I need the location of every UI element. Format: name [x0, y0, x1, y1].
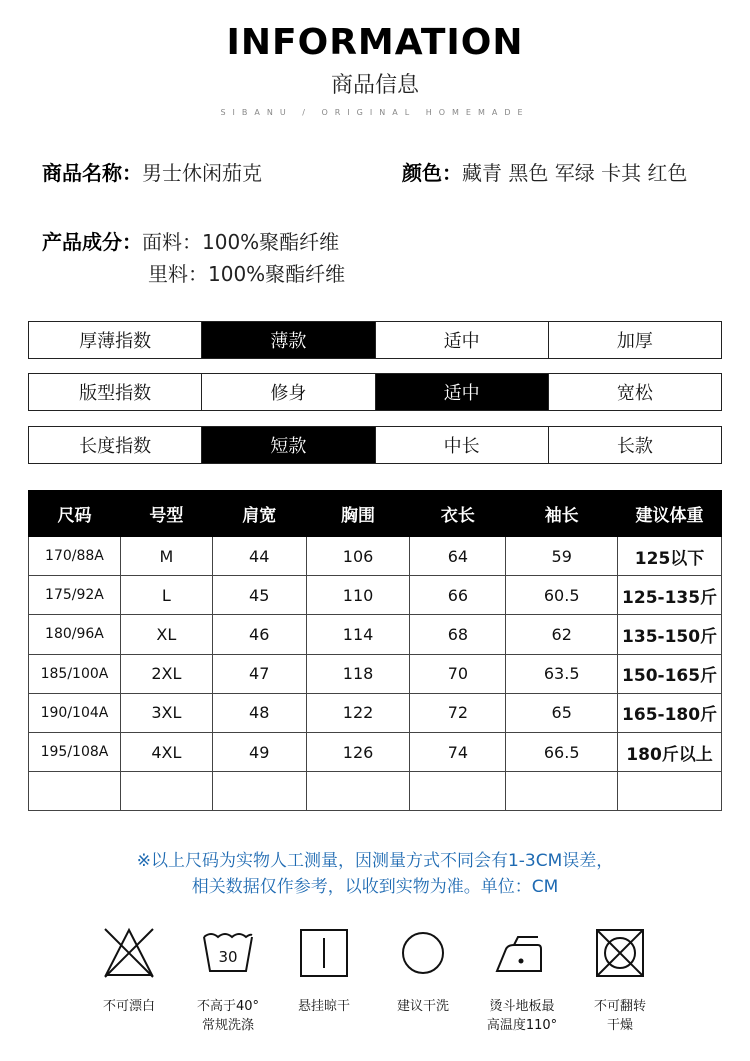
page-subtitle: 商品信息 — [330, 73, 419, 98]
table-cell: 125-135斤 — [618, 576, 722, 615]
table-cell: XL — [120, 615, 212, 654]
table-cell: L — [120, 576, 212, 615]
size-table-body — [29, 537, 722, 811]
care-label-no-bleach: 不可漂白 — [102, 999, 155, 1014]
table-row — [29, 537, 722, 576]
index-option: 修身 — [201, 374, 374, 410]
page-title: INFORMATION — [226, 22, 524, 63]
care-dry-clean — [373, 925, 473, 1016]
note-line-1: ※以上尺码为实物人工测量，因测量方式不同会有1-3CM误差， — [136, 851, 614, 871]
care-line-dry — [274, 925, 374, 1016]
table-cell: 45 — [212, 576, 306, 615]
index-row — [28, 321, 722, 359]
table-cell: 46 — [212, 615, 306, 654]
table-cell — [212, 772, 306, 811]
care-label-dry-clean: 建议干洗 — [396, 999, 449, 1014]
table-cell: 180斤以上 — [618, 732, 722, 771]
table-row — [29, 693, 722, 732]
table-cell: 63.5 — [506, 654, 618, 693]
table-row — [29, 732, 722, 771]
table-cell: 68 — [410, 615, 506, 654]
product-name-label: 商品名称： — [42, 161, 142, 185]
table-cell: 110 — [306, 576, 410, 615]
wash-30-icon — [200, 925, 256, 981]
index-option: 长款 — [548, 427, 721, 463]
table-cell: 70 — [410, 654, 506, 693]
no-bleach-icon — [101, 925, 157, 981]
size-table — [28, 490, 722, 811]
table-cell: 170/88A — [29, 537, 121, 576]
index-option: 宽松 — [548, 374, 721, 410]
table-cell: 59 — [506, 537, 618, 576]
size-table-header — [29, 491, 722, 537]
table-cell — [410, 772, 506, 811]
table-cell: 49 — [212, 732, 306, 771]
table-cell: 48 — [212, 693, 306, 732]
column-header: 尺码 — [29, 491, 121, 537]
color-value: 藏青 黑色 军绿 卡其 红色 — [462, 161, 688, 185]
table-cell: 66.5 — [506, 732, 618, 771]
table-row — [29, 654, 722, 693]
table-cell — [306, 772, 410, 811]
table-cell: 3XL — [120, 693, 212, 732]
table-cell: 165-180斤 — [618, 693, 722, 732]
column-header: 建议体重 — [618, 491, 722, 537]
brand-tagline: SIBANU / ORIGINAL HOMEMADE — [220, 108, 530, 117]
index-option: 中长 — [375, 427, 548, 463]
table-cell: 65 — [506, 693, 618, 732]
table-cell: 195/108A — [29, 732, 121, 771]
table-cell: 126 — [306, 732, 410, 771]
wash-temp: 30 — [218, 948, 238, 966]
dry-clean-icon — [395, 925, 451, 981]
table-cell: 44 — [212, 537, 306, 576]
care-label-iron: 烫斗地板最 高温度110° — [486, 999, 558, 1033]
care-label-wash: 不高于40° 常规洗涤 — [196, 999, 260, 1033]
care-label-line-dry: 悬挂晾干 — [297, 999, 350, 1014]
care-no-bleach — [79, 925, 179, 1016]
table-cell: 2XL — [120, 654, 212, 693]
lining-value: 100%聚酯纤维 — [208, 262, 346, 286]
table-cell: 125以下 — [618, 537, 722, 576]
color-label: 颜色： — [402, 161, 462, 185]
table-cell: 106 — [306, 537, 410, 576]
table-cell — [618, 772, 722, 811]
table-cell: 72 — [410, 693, 506, 732]
lining-label: 里料： — [148, 262, 208, 286]
no-tumble-dry-icon — [592, 925, 648, 981]
table-cell: 60.5 — [506, 576, 618, 615]
index-label: 版型指数 — [29, 374, 201, 410]
material-line — [42, 226, 339, 255]
index-row — [28, 373, 722, 411]
table-cell: 190/104A — [29, 693, 121, 732]
material-label: 产品成分： — [42, 230, 142, 254]
index-option: 加厚 — [548, 322, 721, 358]
iron-icon — [494, 925, 550, 981]
lining-line — [148, 258, 345, 287]
table-cell — [120, 772, 212, 811]
index-option: 薄款 — [201, 322, 374, 358]
outer-label: 面料： — [142, 230, 202, 254]
column-header: 衣长 — [410, 491, 506, 537]
table-cell: 135-150斤 — [618, 615, 722, 654]
column-header: 胸围 — [306, 491, 410, 537]
table-row — [29, 615, 722, 654]
table-cell: 74 — [410, 732, 506, 771]
table-cell: 66 — [410, 576, 506, 615]
note-line-2: 相关数据仅作参考，以收到实物为准。单位：CM — [191, 877, 559, 897]
care-iron — [472, 925, 572, 1035]
table-cell: 180/96A — [29, 615, 121, 654]
line-dry-icon — [296, 925, 352, 981]
table-cell: 62 — [506, 615, 618, 654]
table-cell: 150-165斤 — [618, 654, 722, 693]
care-label-no-tumble: 不可翻转 干燥 — [593, 999, 646, 1033]
index-option: 适中 — [375, 322, 548, 358]
table-row — [29, 576, 722, 615]
column-header: 号型 — [120, 491, 212, 537]
index-label: 厚薄指数 — [29, 322, 201, 358]
care-wash — [178, 925, 278, 1035]
table-cell: 4XL — [120, 732, 212, 771]
column-header: 袖长 — [506, 491, 618, 537]
care-no-tumble — [570, 925, 670, 1035]
table-cell: 175/92A — [29, 576, 121, 615]
table-cell — [29, 772, 121, 811]
index-label: 长度指数 — [29, 427, 201, 463]
table-cell: 185/100A — [29, 654, 121, 693]
outer-value: 100%聚酯纤维 — [202, 230, 340, 254]
column-header: 肩宽 — [212, 491, 306, 537]
table-cell — [506, 772, 618, 811]
index-option: 适中 — [375, 374, 548, 410]
color-line — [402, 157, 687, 186]
product-name-line — [42, 157, 262, 186]
table-cell: 122 — [306, 693, 410, 732]
table-cell: 47 — [212, 654, 306, 693]
index-option: 短款 — [201, 427, 374, 463]
table-cell: M — [120, 537, 212, 576]
product-name-value: 男士休闲茄克 — [142, 161, 262, 185]
index-row — [28, 426, 722, 464]
table-row — [29, 772, 722, 811]
table-cell: 118 — [306, 654, 410, 693]
table-cell: 64 — [410, 537, 506, 576]
table-cell: 114 — [306, 615, 410, 654]
